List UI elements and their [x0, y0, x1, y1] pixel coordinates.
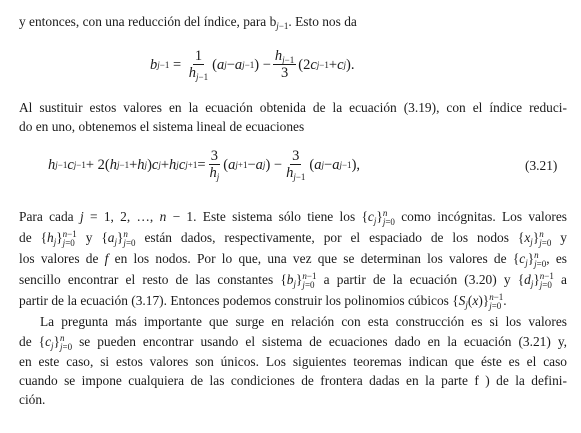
paragraph-3-line-2: de $\{h_j\}$ n−1 j=0 y $\{a_j\}$ n j=0 están dados, respectivamente, por el espaciado de los nodos $\{x_j\}$ n j=0 y — [19, 229, 567, 248]
paragraph-2-line-2: do en uno, obtenemos el sistema lineal de ecuaciones — [19, 119, 305, 134]
paragraph-4-line-3: en este caso, si estos valores son únicos. Los siguientes teoremas indican que éste es el caso — [19, 354, 567, 369]
paragraph-1-line-1: y entonces, con una reducción del índice, para $b_{j-1}$. Esto nos da — [19, 14, 357, 31]
paragraph-3-line-4: sencillo encontrar el resto de las constantes $\{b_j\}$ n−1 j=0 a partir de la ecuación (3.20) y $\{d_j\}$ n−1 j=0 a — [19, 271, 567, 290]
paragraph-4-line-4: cuando se impone cualquiera de las condiciones de frontera dadas en la parte f ) de la defini- — [19, 373, 567, 388]
equation-b: b j−1 = $\frac{1}{h_{j-1}}$ ( a j − a j−1 ) − $\frac{h_{j-1}}{3}$ (2 c j−1 + c j ). — [150, 48, 355, 82]
paragraph-3-line-1: Para cada j = 1, 2, …, n − 1. Este sistema sólo tiene los $\{c_j\}$ n j=0 como incógnitas. Los valores — [19, 208, 568, 227]
paragraph-2-line-1: Al sustituir estos valores en la ecuación obtenida de la ecuación (3.19), con el índice reduci- — [19, 100, 567, 115]
paragraph-3-line-5: partir de la ecuación (3.17). Entonces podemos construir los polinomios cúbicos $\{S_j(x)\}$ n−1 j=0 . — [19, 292, 507, 311]
paragraph-4-line-5: ción. — [19, 392, 46, 407]
equation-3-21: h j−1 c j−1 + 2( h j−1 + h j ) c j + h j c j+1 = $\frac{3}{h_j}$ ( a j+1 − a j ) − $\frac{3}{h_{j-1}}$ ( a j − a j−1 ), — [48, 148, 361, 182]
paragraph-3-line-3: los valores de f en los nodos. Por lo que, una vez que se determinan los valores de $\{c_j\}$ n j=0 , es — [19, 250, 567, 269]
equation-number: (3.21) — [525, 158, 558, 173]
paragraph-4-line-2: de $\{c_j\}$ n j=0 se pueden encontrar usando el sistema de ecuaciones dado en la ecuación (3.21) y, — [19, 333, 567, 352]
paragraph-4-line-1: La pregunta más importante que surge en relación con esta construcción es si los valores — [40, 314, 567, 329]
